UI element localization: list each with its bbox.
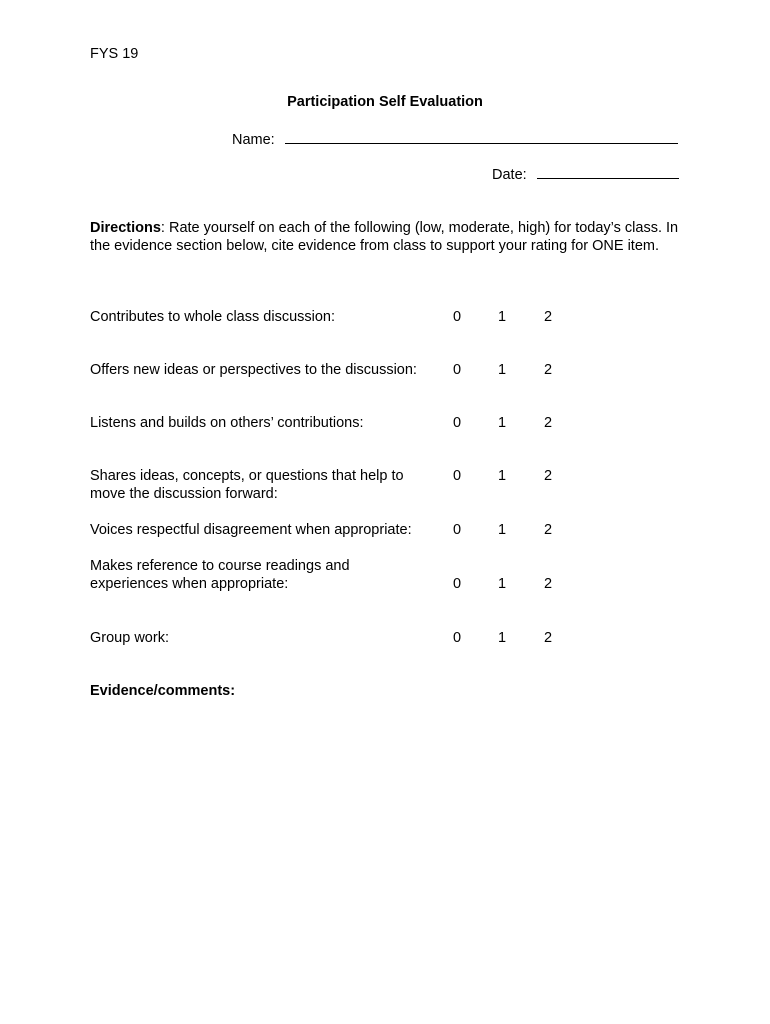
course-code: FYS 19 [90,46,139,62]
rating-item-line: Voices respectful disagreement when appropriate: [90,522,412,538]
name-input-line[interactable] [285,130,678,144]
rating-item-label [90,467,404,503]
rating-option-2[interactable]: 2 [543,630,553,646]
date-field [492,165,679,183]
rating-option-0[interactable]: 0 [452,309,462,325]
rating-item-line: move the discussion forward: [90,486,278,502]
rating-option-1[interactable]: 1 [497,468,507,484]
rating-item-label [90,414,364,432]
rating-option-0[interactable]: 0 [452,522,462,538]
rating-item-line: Offers new ideas or perspectives to the discussion: [90,362,417,378]
rating-option-1[interactable]: 1 [497,415,507,431]
name-field [232,130,678,148]
rating-item-label [90,629,169,647]
rating-item-line: Shares ideas, concepts, or questions that help to [90,468,404,484]
rating-item-line: Contributes to whole class discussion: [90,309,336,325]
page-title: Participation Self Evaluation [287,94,483,110]
rating-option-2[interactable]: 2 [543,362,553,378]
rating-item-line: Listens and builds on others’ contributions: [90,415,364,431]
rating-option-0[interactable]: 0 [452,576,462,592]
rating-item-label [90,361,417,379]
rating-item-line: Makes reference to course readings and [90,558,350,574]
rating-item-label [90,557,350,593]
rating-item-label [90,521,412,539]
rating-option-0[interactable]: 0 [452,468,462,484]
date-label: Date: [492,167,527,183]
rating-option-1[interactable]: 1 [497,522,507,538]
directions-paragraph [90,219,690,255]
rating-option-1[interactable]: 1 [497,630,507,646]
rating-item-line: Group work: [90,630,169,646]
rating-option-0[interactable]: 0 [452,630,462,646]
rating-option-2[interactable]: 2 [543,309,553,325]
rating-option-2[interactable]: 2 [543,415,553,431]
directions-text: : Rate yourself on each of the following (low, moderate, high) for today’s class. In the evidence section below, cite evidence from class to support your rating for ONE item. [90,220,679,254]
name-label: Name: [232,132,275,148]
rating-option-1[interactable]: 1 [497,309,507,325]
directions-label: Directions [90,220,161,236]
rating-option-2[interactable]: 2 [543,576,553,592]
rating-option-0[interactable]: 0 [452,415,462,431]
rating-option-2[interactable]: 2 [543,522,553,538]
date-input-line[interactable] [537,165,679,179]
rating-option-1[interactable]: 1 [497,576,507,592]
rating-option-2[interactable]: 2 [543,468,553,484]
rating-option-1[interactable]: 1 [497,362,507,378]
rating-item-label [90,308,335,326]
evidence-label: Evidence/comments: [90,683,236,699]
rating-item-line: experiences when appropriate: [90,576,289,592]
rating-option-0[interactable]: 0 [452,362,462,378]
